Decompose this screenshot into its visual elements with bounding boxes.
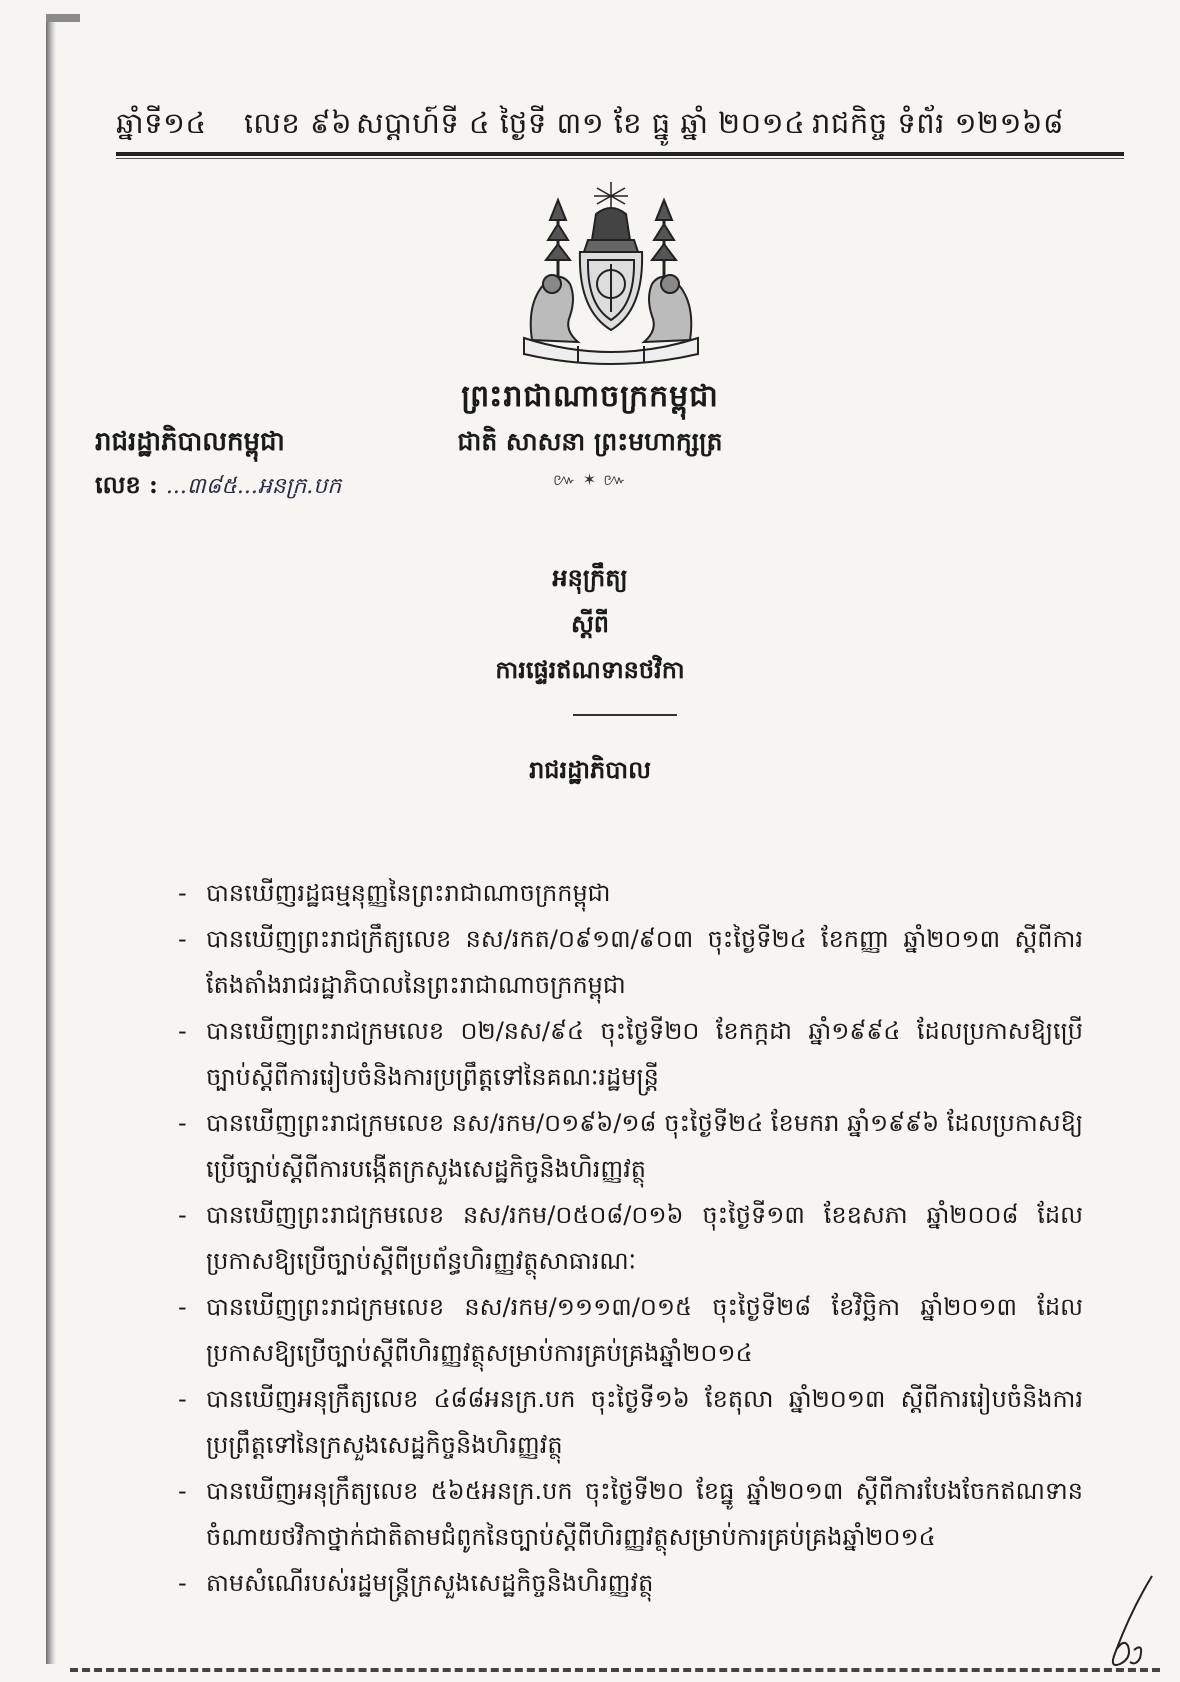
gazette-issue: លេខ ៩៦ <box>244 106 353 140</box>
title-divider <box>573 714 677 716</box>
reference-number <box>95 470 341 505</box>
clause-text: បានឃើញព្រះរាជក្រមលេខ នស/រកម/១១១៣/០១៥ ចុះថ្ងៃទី២៨ ខែវិច្ឆិកា ឆ្នាំ២០១៣ ដែលប្រកាសឱ្យប្រើច្បាប់ស្ដីពីហិរញ្ញវត្ថុសម្រាប់ការគ្រប់គ្រងឆ្នាំ២០១៤ <box>206 1293 1083 1367</box>
clause-text: បានឃើញអនុក្រឹត្យលេខ ៤៨៨អនក្រ.បក ចុះថ្ងៃទី១៦ ខែតុលា ឆ្នាំ២០១៣ ស្ដីពីការរៀបចំនិងការប្រព្រឹត្តទៅនៃក្រសួងសេដ្ឋកិច្ចនិងហិរញ្ញវត្ថុ <box>206 1385 1083 1459</box>
royal-coat-of-arms-icon <box>518 180 704 368</box>
preamble-clause: - បានឃើញព្រះរាជក្រមលេខ នស/រកម/០៥០៨/០១៦ ចុះថ្ងៃទី១៣ ខែឧសភា ឆ្នាំ២០០៨ ដែលប្រកាសឱ្យប្រើច្បាប់ស្ដីពីប្រព័ន្ធហិរញ្ញវត្ថុសាធារណៈ <box>178 1201 1083 1275</box>
clause-text: បានឃើញព្រះរាជក្រឹត្យលេខ នស/រកត/០៩១៣/៩០៣ ចុះថ្ងៃទី២៤ ខែកញ្ញា ឆ្នាំ២០១៣ ស្ដីពីការតែងតាំងរាជរដ្ឋាភិបាលនៃព្រះរាជាណាចក្រកម្ពុជា <box>206 925 1083 999</box>
document-issuer: រាជរដ្ឋាភិបាល <box>529 755 651 784</box>
page-edge-shadow <box>46 14 56 1664</box>
document-type: អនុក្រឹត្យ <box>552 563 628 592</box>
clause-text: បានឃើញព្រះរាជក្រមលេខ នស/រកម/០៥០៨/០១៦ ចុះថ្ងៃទី១៣ ខែឧសភា ឆ្នាំ២០០៨ ដែលប្រកាសឱ្យប្រើច្បាប់ស្ដីពីប្រព័ន្ធហិរញ្ញវត្ថុសាធារណៈ <box>206 1201 1083 1275</box>
government-name: រាជរដ្ឋាភិបាលកម្ពុជា <box>95 427 285 457</box>
preamble-clauses <box>178 870 1083 1606</box>
clause-text: បានឃើញព្រះរាជក្រមលេខ ០២/នស/៩៤ ចុះថ្ងៃទី២០ ខែកក្កដា ឆ្នាំ១៩៩៤ ដែលប្រកាសឱ្យប្រើច្បាប់ស្ដីពីការរៀបចំនិងការប្រព្រឹត្តទៅនៃគណៈរដ្ឋមន្ត្រី <box>206 1017 1083 1091</box>
reference-label: លេខ : <box>95 470 158 499</box>
kingdom-motto: ជាតិ សាសនា ព្រះមហាក្សត្រ <box>457 427 723 456</box>
header-rule <box>116 152 1124 159</box>
preamble-clause: - តាមសំណើរបស់រដ្ឋមន្ត្រីក្រសួងសេដ្ឋកិច្ចនិងហិរញ្ញវត្ថុ <box>178 1569 654 1597</box>
clause-text: បានឃើញអនុក្រឹត្យលេខ ៥៦៥អនក្រ.បក ចុះថ្ងៃទី២០ ខែធ្នូ ឆ្នាំ២០១៣ ស្ដីពីការបែងចែកឥណទានចំណាយថវិកាថ្នាក់ជាតិតាមជំពូកនៃច្បាប់ស្ដីពីហិរញ្ញវត្ថុសម្រាប់ការគ្រប់គ្រងឆ្នាំ២០១៤ <box>206 1477 1083 1551</box>
preamble-clause: - បានឃើញព្រះរាជក្រមលេខ នស/រកម/០១៩៦/១៨ ចុះថ្ងៃទី២៤ ខែមករា ឆ្នាំ១៩៩៦ ដែលប្រកាសឱ្យប្រើច្បាប់ស្ដីពីការបង្កើតក្រសួងសេដ្ឋកិច្ចនិងហិរញ្ញវត្ថុ <box>178 1109 1083 1183</box>
document-about: ស្ដីពី <box>570 609 610 638</box>
preamble-clause: - បានឃើញអនុក្រឹត្យលេខ ៤៨៨អនក្រ.បក ចុះថ្ងៃទី១៦ ខែតុលា ឆ្នាំ២០១៣ ស្ដីពីការរៀបចំនិងការប្រព្រឹត្តទៅនៃក្រសួងសេដ្ឋកិច្ចនិងហិរញ្ញវត្ថុ <box>178 1385 1083 1459</box>
preamble-clause: - បានឃើញព្រះរាជក្រមលេខ ០២/នស/៩៤ ចុះថ្ងៃទី២០ ខែកក្កដា ឆ្នាំ១៩៩៤ ដែលប្រកាសឱ្យប្រើច្បាប់ស្ដីពីការរៀបចំនិងការប្រព្រឹត្តទៅនៃគណៈរដ្ឋមន្ត្រី <box>178 1017 1083 1091</box>
gazette-year: ឆ្នាំទី១៤ <box>116 106 207 140</box>
motto-ornament: ៚ ✶ ៚ <box>553 470 627 489</box>
kingdom-title: ព្រះរាជាណាចក្រកម្ពុជា <box>461 379 719 414</box>
initials-signature-icon <box>1090 1572 1160 1672</box>
clause-text: បានឃើញរដ្ឋធម្មនុញ្ញនៃព្រះរាជាណាចក្រកម្ពុជា <box>206 879 611 907</box>
page-edge-corner <box>46 14 80 22</box>
preamble-clause: - បានឃើញព្រះរាជក្រឹត្យលេខ នស/រកត/០៩១៣/៩០៣ ចុះថ្ងៃទី២៤ ខែកញ្ញា ឆ្នាំ២០១៣ ស្ដីពីការតែងតាំងរាជរដ្ឋាភិបាលនៃព្រះរាជាណាចក្រកម្ពុជា <box>178 925 1083 999</box>
preamble-clause: - បានឃើញអនុក្រឹត្យលេខ ៥៦៥អនក្រ.បក ចុះថ្ងៃទី២០ ខែធ្នូ ឆ្នាំ២០១៣ ស្ដីពីការបែងចែកឥណទានចំណាយថវិកាថ្នាក់ជាតិតាមជំពូកនៃច្បាប់ស្ដីពីហិរញ្ញវត្ថុសម្រាប់ការគ្រប់គ្រងឆ្នាំ២០១៤ <box>178 1477 1083 1551</box>
bottom-rule <box>70 1668 1160 1672</box>
document-subject: ការផ្ទេរឥណទានថវិកា <box>495 655 685 684</box>
preamble-clause: - បានឃើញរដ្ឋធម្មនុញ្ញនៃព្រះរាជាណាចក្រកម្ពុជា <box>178 879 611 907</box>
gazette-page: រាជកិច្ច ទំព័រ ១២១៦៨ <box>812 106 1064 140</box>
reference-value: ...៣៨៥...អនក្រ.បក <box>165 474 342 499</box>
gazette-date: សប្ដាហ៍ទី ៤ ថ្ងៃទី ៣១ ខែ ធ្នូ ឆ្នាំ ២០១៤ <box>356 106 806 140</box>
preamble-clause: - បានឃើញព្រះរាជក្រមលេខ នស/រកម/១១១៣/០១៥ ចុះថ្ងៃទី២៨ ខែវិច្ឆិកា ឆ្នាំ២០១៣ ដែលប្រកាសឱ្យប្រើច្បាប់ស្ដីពីហិរញ្ញវត្ថុសម្រាប់ការគ្រប់គ្រងឆ្នាំ២០១៤ <box>178 1293 1083 1367</box>
clause-text: តាមសំណើរបស់រដ្ឋមន្ត្រីក្រសួងសេដ្ឋកិច្ចនិងហិរញ្ញវត្ថុ <box>206 1569 654 1597</box>
clause-text: បានឃើញព្រះរាជក្រមលេខ នស/រកម/០១៩៦/១៨ ចុះថ្ងៃទី២៤ ខែមករា ឆ្នាំ១៩៩៦ ដែលប្រកាសឱ្យប្រើច្បាប់ស្ដីពីការបង្កើតក្រសួងសេដ្ឋកិច្ចនិងហិរញ្ញវត្ថុ <box>206 1109 1083 1183</box>
